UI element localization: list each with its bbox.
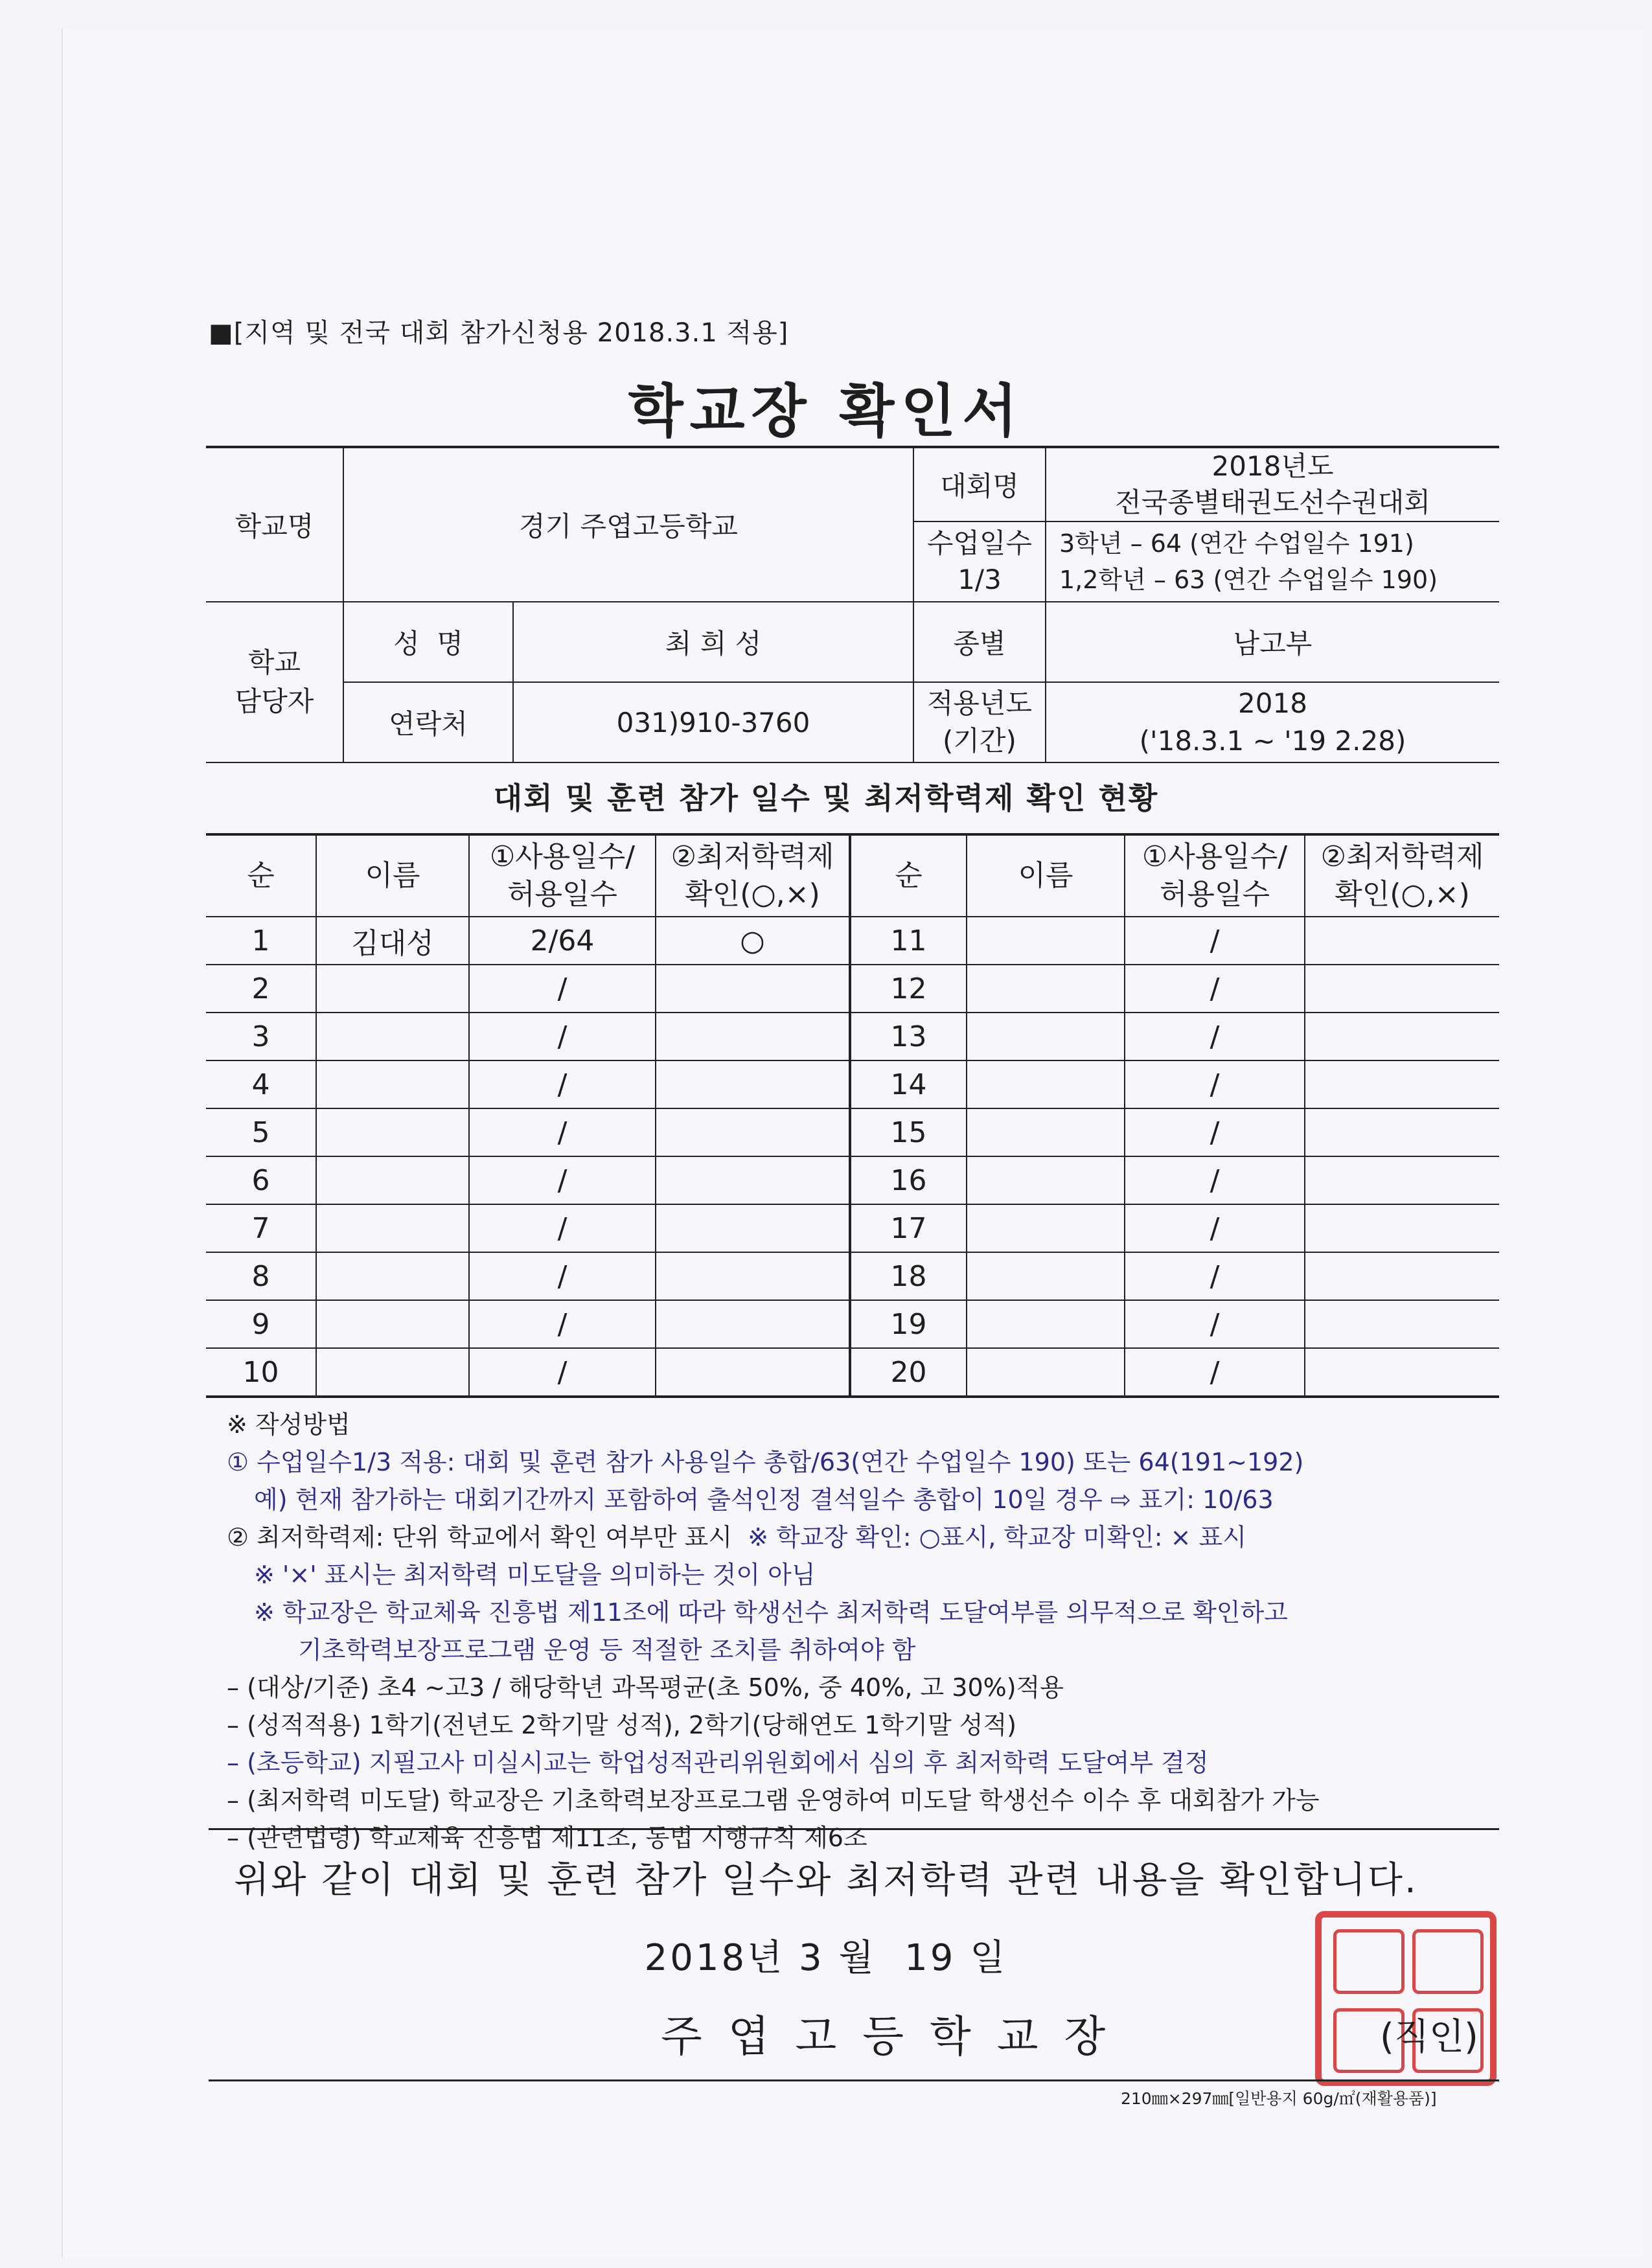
row-number: 15 [850, 1108, 967, 1156]
school-days-value: 3학년 – 64 (연간 수업일수 191) 1,2학년 – 63 (연간 수업일수 190) [1046, 521, 1499, 602]
detail-below-standard: – (최저학력 미도달) 학교장은 기초학력보장프로그램 운영하여 미도달 학생선수 이수 후 대회참가 가능 [227, 1786, 1320, 1815]
athlete-name [967, 965, 1125, 1013]
athlete-name [967, 1300, 1125, 1348]
academic-check [1305, 1108, 1499, 1156]
confirmation-statement: 위와 같이 대회 및 훈련 참가 일수와 최저학력 관련 내용을 확인합니다. [234, 1859, 1418, 1901]
section-title: 대회 및 훈련 참가 일수 및 최저학력제 확인 현황 [493, 781, 1159, 816]
note-principal-duty: ※ 학교장은 학교체육 진흥법 제11조에 따라 학생선수 최저학력 도달여부를 의무적으로 확인하고 [254, 1598, 1288, 1627]
athlete-name [967, 1060, 1125, 1108]
used-days: 2/64 [469, 917, 656, 965]
athlete-name [316, 1252, 469, 1300]
academic-check [656, 1252, 850, 1300]
athlete-name [967, 1348, 1125, 1397]
event-label: 대회명 [913, 447, 1046, 521]
used-days: / [469, 1013, 656, 1060]
academic-check [1305, 1156, 1499, 1204]
row-number: 14 [850, 1060, 967, 1108]
athlete-name [967, 1108, 1125, 1156]
athlete-name [316, 1060, 469, 1108]
document-title: 학교장 확인서 [628, 378, 1024, 444]
table-row [206, 1204, 1499, 1252]
used-days: / [1125, 1300, 1305, 1348]
athlete-name [967, 1204, 1125, 1252]
used-days: / [469, 965, 656, 1013]
instructions-heading: ※ 작성방법 [227, 1410, 350, 1439]
row-number: 11 [850, 917, 967, 965]
row-number: 13 [850, 1013, 967, 1060]
participation-table [206, 833, 1499, 1398]
athlete-name [316, 1108, 469, 1156]
detail-grades: – (성적적용) 1학기(전년도 2학기말 성적), 2학기(당해연도 1학기말 성적) [227, 1711, 1016, 1739]
table-row [206, 1013, 1499, 1060]
academic-check [656, 965, 850, 1013]
paper-spec: 210㎜×297㎜[일반용지 60g/㎡(재활용품)] [1121, 2089, 1437, 2108]
issue-date: 2018년 3 월 19 일 [644, 1937, 1008, 1979]
table-row [206, 1252, 1499, 1300]
row-number: 7 [206, 1204, 316, 1252]
used-days: / [469, 1252, 656, 1300]
used-days: / [1125, 965, 1305, 1013]
year-label: 적용년도 (기간) [913, 682, 1046, 762]
col-header-days: ①사용일수/ 허용일수 [469, 834, 656, 917]
used-days: / [469, 1060, 656, 1108]
row-number: 16 [850, 1156, 967, 1204]
instructions [227, 1406, 1509, 1857]
used-days: / [469, 1204, 656, 1252]
note-x-meaning: ※ '×' 표시는 최저학력 미도달을 의미하는 것이 아님 [254, 1561, 816, 1589]
used-days: / [1125, 1252, 1305, 1300]
col-header-check: ②최저학력제 확인(○,×) [656, 834, 850, 917]
col-header-name: 이름 [316, 834, 469, 917]
row-number: 19 [850, 1300, 967, 1348]
table-row [206, 1108, 1499, 1156]
note-principal-duty-cont: 기초학력보장프로그램 운영 등 적절한 조치를 취하여야 함 [298, 1636, 916, 1664]
form-usage-note: ■[지역 및 전국 대회 참가신청용 2018.3.1 적용] [209, 318, 789, 348]
info-table [206, 446, 1499, 763]
detail-elementary: – (초등학교) 지필고사 미실시교는 학업성적관리위원회에서 심의 후 최저학력 도달여부 결정 [227, 1748, 1209, 1777]
academic-check [1305, 1348, 1499, 1397]
bottom-divider-line [209, 2079, 1499, 2081]
table-row [206, 1300, 1499, 1348]
academic-check [656, 1060, 850, 1108]
athlete-name [316, 965, 469, 1013]
academic-check [656, 1300, 850, 1348]
seal-label: (직인) [1380, 2016, 1478, 2058]
col-header-no: 순 [206, 834, 316, 917]
academic-check [656, 1348, 850, 1397]
event-name: 2018년도 전국종별태권도선수권대회 [1046, 447, 1499, 521]
used-days: / [1125, 1060, 1305, 1108]
academic-check [1305, 1013, 1499, 1060]
name-label: 성 명 [343, 602, 513, 682]
academic-check [1305, 1300, 1499, 1348]
used-days: / [1125, 1156, 1305, 1204]
row-number: 20 [850, 1348, 967, 1397]
row-number: 1 [206, 917, 316, 965]
athlete-name [316, 1156, 469, 1204]
academic-check [1305, 917, 1499, 965]
row-number: 18 [850, 1252, 967, 1300]
athlete-name [967, 1156, 1125, 1204]
used-days: / [1125, 1348, 1305, 1397]
manager-name: 최 희 성 [513, 602, 913, 682]
used-days: / [1125, 1108, 1305, 1156]
table-row [206, 1348, 1499, 1397]
division-label: 종별 [913, 602, 1046, 682]
note-days-rule: ① 수업일수1/3 적용: 대회 및 훈련 참가 사용일수 총합/63(연간 수업일수 190) 또는 64(191~192) [227, 1448, 1304, 1476]
athlete-name [316, 1300, 469, 1348]
row-number: 12 [850, 965, 967, 1013]
col-header-days: ①사용일수/ 허용일수 [1125, 834, 1305, 917]
row-number: 2 [206, 965, 316, 1013]
academic-check [1305, 965, 1499, 1013]
school-name: 경기 주엽고등학교 [343, 447, 913, 602]
academic-check: ○ [656, 917, 850, 965]
athlete-name [316, 1204, 469, 1252]
row-number: 6 [206, 1156, 316, 1204]
table-row [206, 1156, 1499, 1204]
contact-value: 031)910-3760 [513, 682, 913, 762]
row-number: 17 [850, 1204, 967, 1252]
detail-criteria: – (대상/기준) 초4 ~고3 / 해당학년 과목평균(초 50%, 중 40%, 고 30%)적용 [227, 1673, 1064, 1702]
used-days: / [1125, 1013, 1305, 1060]
athlete-name [316, 1013, 469, 1060]
note-days-example: 예) 현재 참가하는 대회기간까지 포함하여 출석인정 결석일수 총합이 10일 경우 ⇨ 표기: 10/63 [254, 1485, 1274, 1514]
academic-check [656, 1108, 850, 1156]
year-value: 2018 ('18.3.1 ~ '19 2.28) [1046, 682, 1499, 762]
academic-check [656, 1156, 850, 1204]
athlete-name [967, 917, 1125, 965]
academic-check [656, 1013, 850, 1060]
school-days-label: 수업일수 1/3 [913, 521, 1046, 602]
athlete-name [967, 1252, 1125, 1300]
col-header-check: ②최저학력제 확인(○,×) [1305, 834, 1499, 917]
academic-check [1305, 1252, 1499, 1300]
row-number: 8 [206, 1252, 316, 1300]
used-days: / [469, 1108, 656, 1156]
col-header-name: 이름 [967, 834, 1125, 917]
used-days: / [469, 1348, 656, 1397]
row-number: 9 [206, 1300, 316, 1348]
school-label: 학교명 [206, 447, 343, 602]
used-days: / [469, 1156, 656, 1204]
row-number: 3 [206, 1013, 316, 1060]
table-row [206, 965, 1499, 1013]
principal-title: 주엽고등학교장 [661, 2011, 1132, 2061]
contact-label: 연락처 [343, 682, 513, 762]
row-number: 5 [206, 1108, 316, 1156]
used-days: / [1125, 917, 1305, 965]
athlete-name [967, 1013, 1125, 1060]
division-value: 남고부 [1046, 602, 1499, 682]
academic-check [1305, 1204, 1499, 1252]
athlete-name [316, 1348, 469, 1397]
used-days: / [1125, 1204, 1305, 1252]
athlete-name: 김대성 [316, 917, 469, 965]
col-header-no: 순 [850, 834, 967, 917]
manager-label: 학교 담당자 [206, 602, 343, 762]
note-min-academic: ② 최저학력제: 단위 학교에서 확인 여부만 표시 ※ 학교장 확인: ○표시, 학교장 미확인: × 표시 [227, 1523, 1246, 1552]
table-row [206, 917, 1499, 965]
academic-check [1305, 1060, 1499, 1108]
used-days: / [469, 1300, 656, 1348]
row-number: 10 [206, 1348, 316, 1397]
academic-check [656, 1204, 850, 1252]
divider-line [209, 1828, 1499, 1830]
table-row [206, 1060, 1499, 1108]
detail-related-law: – (관련법령) 학교체육 진흥법 제11조, 동법 시행규칙 제6조 [227, 1824, 867, 1852]
row-number: 4 [206, 1060, 316, 1108]
